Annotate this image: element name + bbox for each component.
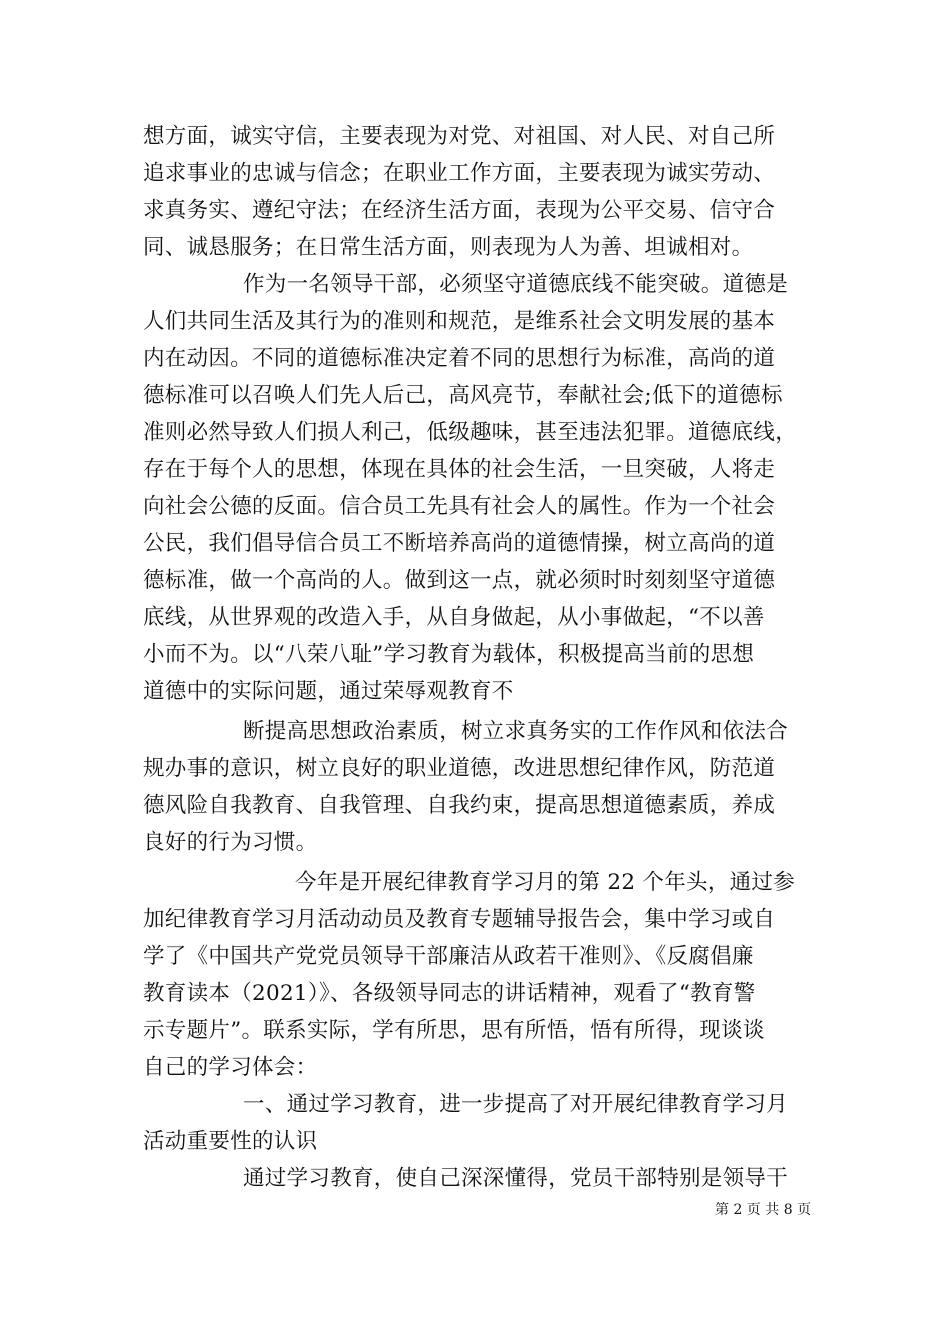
text-line: 底线，从世界观的改造入手，从自身做起，从小事做起，“不以善 bbox=[143, 605, 765, 630]
text-line: 良好的行为习惯。 bbox=[143, 830, 318, 855]
text-line: 求真务实、遵纪守法；在经济生活方面，表现为公平交易、信守合 bbox=[143, 198, 776, 223]
section-heading: 活动重要性的认识 bbox=[143, 1129, 318, 1154]
text-line: 向社会公德的反面。信合员工先具有社会人的属性。作为一个社会 bbox=[143, 494, 776, 519]
text-line: 作为一名领导干部，必须坚守道德底线不能突破。道德是 bbox=[243, 272, 789, 297]
text-line: 自己的学习体会： bbox=[143, 1055, 318, 1080]
text-line: 德风险自我教育、自我管理、自我约束，提高思想道德素质，养成 bbox=[143, 793, 776, 818]
text-line: 存在于每个人的思想，体现在具体的社会生活，一旦突破，人将走 bbox=[143, 457, 776, 482]
text-line: 同、诚恳服务；在日常生活方面，则表现为人为善、坦诚相对。 bbox=[143, 235, 754, 260]
text-line: 公民，我们倡导信合员工不断培养高尚的道德情操，树立高尚的道 bbox=[143, 531, 776, 556]
text-line: 德标准可以召唤人们先人后己，高风亮节，奉献社会;低下的道德标 bbox=[143, 383, 783, 408]
text-line: 内在动因。不同的道德标准决定着不同的思想行为标准，高尚的道 bbox=[143, 346, 776, 371]
section-heading: 一、通过学习教育，进一步提高了对开展纪律教育学习月 bbox=[243, 1092, 789, 1117]
text-line: 人们共同生活及其行为的准则和规范，是维系社会文明发展的基本 bbox=[143, 309, 776, 334]
text-line: 道德中的实际问题，通过荣辱观教育不 bbox=[143, 679, 514, 704]
text-line: 追求事业的忠诚与信念；在职业工作方面，主要表现为诚实劳动、 bbox=[143, 161, 776, 186]
page-number: 第 2 页 共 8 页 bbox=[715, 1202, 812, 1218]
text-line: 通过学习教育，使自己深深懂得，党员干部特别是领导干 bbox=[243, 1166, 789, 1191]
text-line: 加纪律教育学习月活动动员及教育专题辅导报告会，集中学习或自 bbox=[143, 907, 776, 932]
text-line: 规办事的意识，树立良好的职业道德，改进思想纪律作风，防范道 bbox=[143, 756, 776, 781]
text-line: 教育读本（2021）》、各级领导同志的讲话精神，观看了“教育警 bbox=[143, 981, 756, 1006]
text-line: 今年是开展纪律教育学习月的第 22 个年头，通过参 bbox=[295, 870, 796, 895]
text-line: 学了《中国共产党党员领导干部廉洁从政若干准则》、《反腐倡廉 bbox=[143, 944, 754, 969]
text-line: 示专题片”。联系实际，学有所思，思有所悟，悟有所得，现谈谈 bbox=[143, 1018, 765, 1043]
text-line: 准则必然导致人们损人利己，低级趣味，甚至违法犯罪。道德底线， bbox=[143, 420, 798, 445]
text-line: 德标准，做一个高尚的人。做到这一点，就必须时时刻刻坚守道德 bbox=[143, 568, 776, 593]
text-line: 小而不为。以“八荣八耻”学习教育为载体，积极提高当前的思想 bbox=[143, 642, 755, 667]
text-line: 断提高思想政治素质，树立求真务实的工作作风和依法合 bbox=[243, 719, 789, 744]
text-line: 想方面，诚实守信，主要表现为对党、对祖国、对人民、对自己所 bbox=[143, 124, 776, 149]
